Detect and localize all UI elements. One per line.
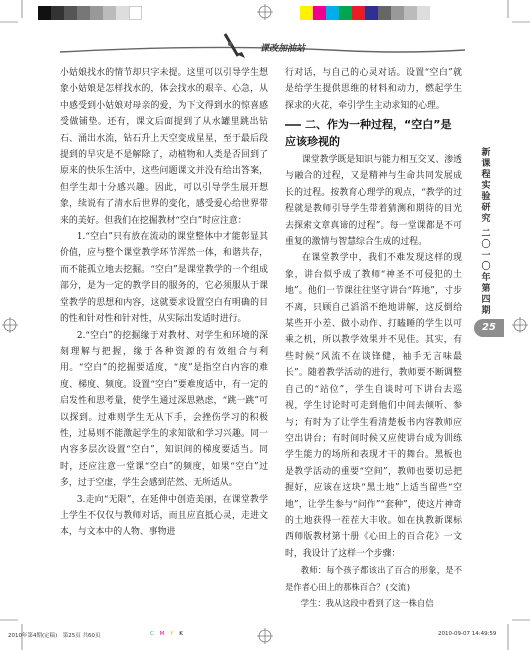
paragraph: 行对话，与自己的心灵对话。设置“空白”就是给学生提供思维的材料和动力，燃起学生探求的火花，牵引学生主动求知的心理。 [285,68,462,111]
journal-sidebar [478,148,494,317]
header-section-title: 课改加油站 [260,44,306,54]
sidebar-char: 一 [481,251,491,261]
color-swatch-bar [300,6,430,20]
sidebar-char: 研 [481,203,491,213]
cmyk-m: M [159,631,165,637]
paragraph: 1.“空白”只有放在流动的课堂整体中才能彰显其价值，应与整个课堂教学环节浑然一体，和谐共存，而不能孤立地去挖掘。“空白”是课堂教学的一个组成部分，是为一定的教学目的服务的，它必须服从于课堂教学的思想和内容，这就要求设置空白有明确的目的性和针对性和针对性，从实际出发适时进行。 [60,232,268,325]
sidebar-char: 新 [481,148,491,158]
sidebar-char: 程 [481,170,491,180]
sidebar-char: 四 [481,295,491,305]
sidebar-char: 实 [481,181,491,191]
paragraph: 小姑娘找水的情节却只字未提。这里可以引导学生想象小姑娘是怎样找水的，体会找水的艰辛、心急，从中感受到小姑娘对母亲的爱，为下文得到水的惊喜感受做铺垫。还有，课文后面提到了从水罐里跳出钻石、涌出水流，钻石升上天空变成星星，至于最后段提到的早灾是不是解除了，动植物和人类是否回到了原来的快乐生活中，这些问题课文并没有给出答案，但学生却十分感兴趣。因此，可以引导学生展开想象，续说有了清水后世界的变化，感受爱心给世界带来的美好。但我们在挖掘教材“空白”时应注意： [60,68,268,226]
cmyk-y: Y [170,631,174,637]
cmyk-c: C [150,631,154,637]
sidebar-char: 究 [481,214,491,224]
sidebar-char: 第 [481,284,491,294]
sidebar-char: 验 [481,192,491,202]
footer-file-info: 2010年第4期(定稿) 第25页 共60页 [8,633,101,639]
right-column-top [285,65,462,114]
paragraph: 2.“空白”的挖掘缘于对教材、对学生和环境的深刻理解与把握，缘于各种资源的有效组合与利用。“空白”的挖掘要适度，“度”是指空白内容的难度、梯度、频度。设置“空白”要难度适中，有一定的启发性和思考量，使学生通过深思熟虑，“跳一跳”可以探到。过难则学生无从下手，会挫伤学习的积极性，过易则不能激起学生的求知欲和学习兴趣。同一内容多层次设置“空白”，知识间的梯度要适当。同时，还应注意一堂课“空白”的频度，如果“空白”过多，过于空虚，学生会感到茫然、无所适从。 [60,330,268,489]
grayscale-swatch-bar [38,6,142,20]
paragraph: 课堂教学既是知识与能力相互交叉、渗透与融合的过程，又是精神与生命共同发展成长的过程。按教育心理学的观点，“教学的过程就是教师引导学生带着猜测和期待的目光去探索文章真谛的过程”。每一堂课都是不可重复的激情与智慧综合生成的过程。 [285,155,462,248]
sidebar-char: 年 [481,273,491,283]
footer-timestamp: 2010-09-07 14:49:59 [438,631,497,637]
paragraph: 3.走向“无限”，在延伸中创造美丽，在课堂教学上学生不仅仅与教师对话，而且应直抵心灵，走进文本，与文本中的人物、事物进 [60,494,268,538]
sidebar-char: 〇 [481,240,491,250]
sidebar-char: 二 [481,229,491,239]
page-number-tab: 25 [474,319,504,337]
paragraph: 在课堂教学中，我们不难发现这样的现象，讲台似乎成了教师“神圣不可侵犯的土地”。他们一节课往往坚守讲台“阵地”，寸步不离，只顾自己滔滔不绝地讲解，这反倒给某些开小差、做小动作、打瞌睡的学生以可乘之机，所以教学效果并不见佳。其实，有些时候“风流不在谈锋健，袖手无言味最长”。随着教学活动的进行，教师要不断调整自己的“站位”，学生自谈时可下讲台去巡视，学生讨论时可走到他们中间去倾听、参与；有时为了让学生看清楚板书内容教师应空出讲台；有时间时候又应使讲台成为训练学生能力的场所和表现才干的舞台。黑板也是教学活动的重要“空间”，教师也要切忌把握好，应该在这块“黑土地”上适当留些“空地”，让学生参与“问作”“套种”，使这片神奇的土地获得一茬茬大丰收。如在执教新课标西师版教材第十册《心田上的百合花》一文时，我设计了这样一个步骤： [285,253,462,559]
sidebar-char: 课 [481,159,491,169]
dialog-line: 教师：每个孩子都该出了百合的形象，是不是作者心田上的那株百合？(交流) [285,565,462,592]
dialog-line: 学生：我从这段中看到了这一株自信 [300,597,434,608]
heading-rule [285,124,301,126]
section-heading: 二、作为一种过程，“空白”是应该珍视的 [285,118,452,148]
left-column [60,65,268,541]
cmyk-k: K [179,631,183,637]
sidebar-char: 期 [481,306,491,316]
sidebar-char: 〇 [481,262,491,272]
footer-cmyk-marks [150,631,187,637]
right-column-body [285,152,462,611]
